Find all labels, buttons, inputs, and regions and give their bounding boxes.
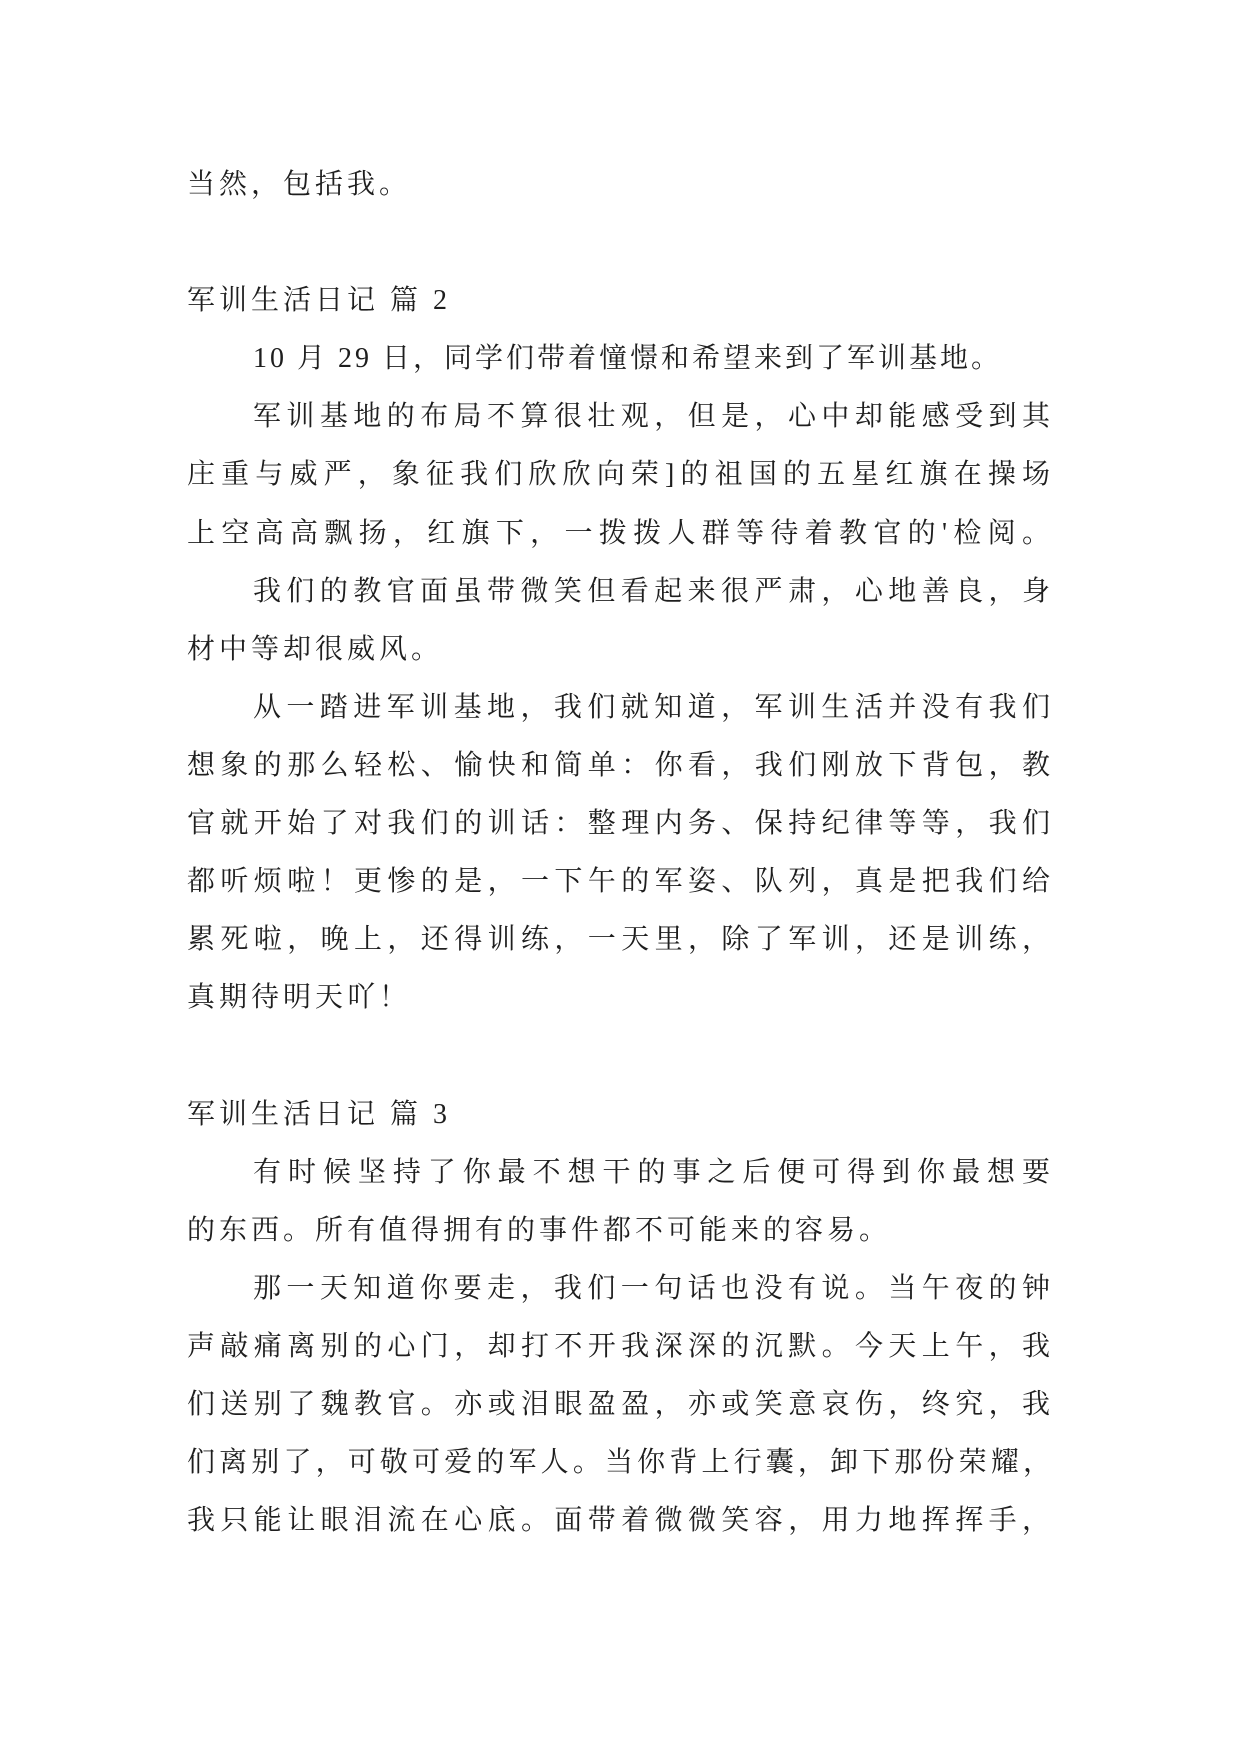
- entry-3-heading: 军训生活日记 篇 3: [187, 1098, 452, 1130]
- blank-line: [187, 214, 1054, 272]
- paragraph-line: 10 月 29 日，同学们带着憧憬和希望来到了军训基地。: [253, 343, 1003, 375]
- paragraph-line: 那一天知道你要走，我们一句话也没有说。当午夜的钟: [253, 1272, 1054, 1304]
- paragraph-line: 累死啦，晚上，还得训练，一天里，除了军训，还是训练，: [187, 924, 1054, 956]
- text-column: [187, 156, 1054, 1550]
- paragraph-line: 官就开始了对我们的训话：整理内务、保持纪律等等，我们: [187, 808, 1054, 840]
- paragraph-line: 们离别了，可敬可爱的军人。当你背上行囊，卸下那份荣耀，: [187, 1447, 1054, 1479]
- continuation-line: 当然，包括我。: [187, 169, 412, 200]
- paragraph-line: 我们的教官面虽带微笑但看起来很严肃，心地善良，身: [253, 575, 1054, 607]
- paragraph-line: 声敲痛离别的心门，却打不开我深深的沉默。今天上午，我: [187, 1330, 1054, 1362]
- paragraph-line: 真期待明天吖！: [187, 982, 412, 1014]
- paragraph-line: 军训基地的布局不算很壮观，但是，心中却能感受到其: [253, 401, 1054, 433]
- blank-line: [187, 1027, 1054, 1085]
- paragraph-line: 都听烦啦！更惨的是，一下午的军姿、队列，真是把我们给: [187, 866, 1054, 898]
- paragraph-line: 庄重与威严，象征我们欣欣向荣]的祖国的五星红旗在操场: [187, 459, 1054, 491]
- paragraph-line: 想象的那么轻松、愉快和简单：你看，我们刚放下背包，教: [187, 749, 1054, 781]
- paragraph-line: 我只能让眼泪流在心底。面带着微微笑容，用力地挥挥手，: [187, 1505, 1054, 1537]
- paragraph-line: 有时候坚持了你最不想干的事之后便可得到你最想要: [253, 1156, 1054, 1188]
- paragraph-line: 从一踏进军训基地，我们就知道，军训生活并没有我们: [253, 691, 1054, 723]
- paragraph-line: 上空高高飘扬，红旗下，一拨拨人群等待着教官的'检阅。: [187, 517, 1054, 549]
- paragraph-line: 的东西。所有值得拥有的事件都不可能来的容易。: [187, 1214, 892, 1246]
- paragraph-line: 材中等却很威风。: [187, 633, 444, 665]
- entry-2-heading: 军训生活日记 篇 2: [187, 285, 452, 317]
- paragraph-line: 们送别了魏教官。亦或泪眼盈盈，亦或笑意哀伤，终究，我: [187, 1388, 1054, 1420]
